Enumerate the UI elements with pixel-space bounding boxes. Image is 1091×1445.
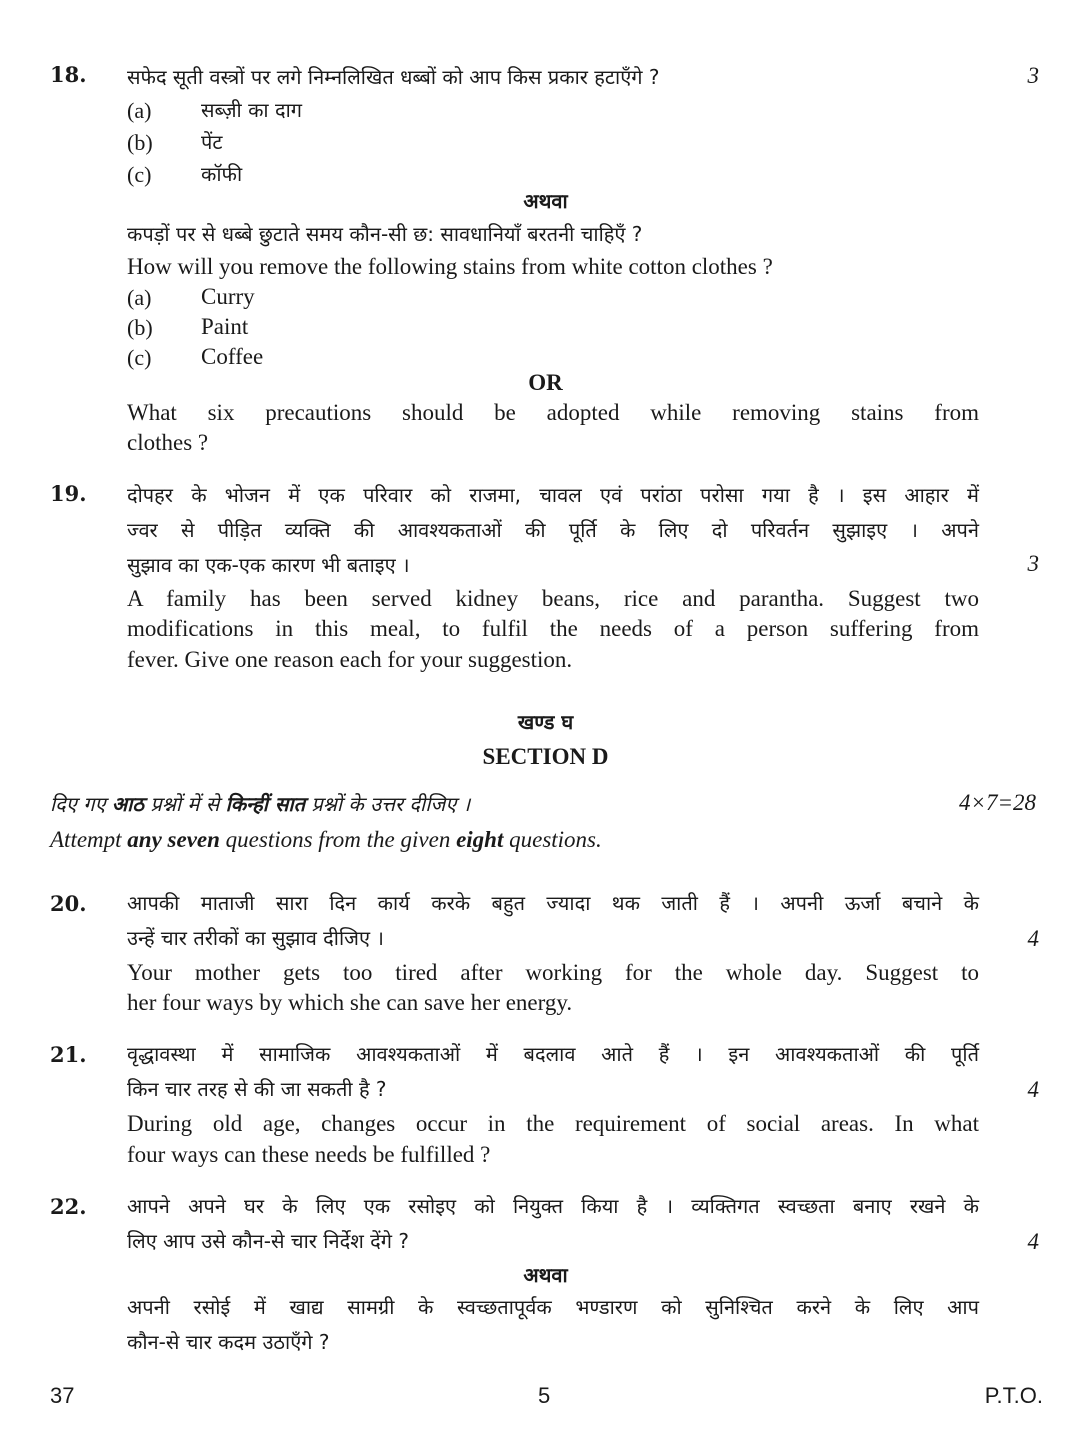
question-number: 18. — [50, 62, 87, 87]
marks: 4 — [1027, 926, 1039, 951]
section-instruction-hindi: दिए गए आठ प्रश्नों में से किन्हीं सात प्रश्नों के उत्तर दीजिए । — [50, 792, 471, 816]
question-number: 20. — [50, 891, 87, 916]
section-marks: 4×7=28 — [958, 790, 1036, 815]
option-text: Curry — [201, 284, 255, 309]
option-letter: (b) — [127, 130, 153, 155]
question-text-hindi: वृद्धावस्था में सामाजिक आवश्यकताओं में बदलाव आते हैं । इन आवश्यकताओं की पूर्ति — [127, 1042, 979, 1066]
question-text-hindi: सफेद सूती वस्त्रों पर लगे निम्नलिखित धब्बों को आप किस प्रकार हटाएँगे ? — [127, 65, 660, 89]
question-text-english: During old age, changes occur in the requirement of social areas. In what — [127, 1111, 979, 1136]
option-text: Coffee — [201, 344, 264, 369]
option-letter: (b) — [127, 315, 153, 340]
question-text-hindi: दोपहर के भोजन में एक परिवार को राजमा, चावल एवं परांठा परोसा गया है । इस आहार में — [127, 483, 979, 507]
option-text: पेंट — [201, 130, 223, 154]
option-letter: (a) — [127, 285, 152, 310]
alternate-question-english: clothes ? — [127, 430, 209, 455]
page-number: 5 — [538, 1383, 551, 1408]
section-instruction-english: Attempt any seven questions from the given eight questions. — [50, 827, 602, 852]
option-text: कॉफी — [201, 162, 243, 186]
marks: 4 — [1027, 1077, 1039, 1102]
section-title-hindi: खण्ड घ — [517, 710, 574, 734]
marks: 3 — [1027, 551, 1039, 576]
question-text-english: four ways can these needs be fulfilled ? — [127, 1142, 491, 1167]
question-text-hindi: ज्वर से पीड़ित व्यक्ति की आवश्यकताओं की पूर्ति के लिए दो परिवर्तन सुझाइए । अपने — [127, 518, 979, 542]
question-text-english: Your mother gets too tired after working for the whole day. Suggest to — [127, 960, 979, 985]
option-letter: (a) — [127, 98, 152, 123]
question-number: 19. — [50, 481, 87, 506]
alternate-question-hindi: अपनी रसोई में खाद्य सामग्री के स्वच्छतापूर्वक भण्डारण को सुनिश्चित करने के लिए आप — [127, 1295, 979, 1319]
question-number: 21. — [50, 1042, 87, 1067]
question-text-english: A family has been served kidney beans, rice and parantha. Suggest two — [127, 586, 979, 611]
option-text: Paint — [201, 314, 249, 339]
question-text-hindi: लिए आप उसे कौन-से चार निर्देश देंगे ? — [127, 1229, 410, 1253]
question-text-english: her four ways by which she can save her energy. — [127, 990, 573, 1015]
section-title-english: SECTION D — [482, 744, 609, 769]
marks: 3 — [1027, 63, 1039, 88]
question-text-hindi: किन चार तरह से की जा सकती है ? — [127, 1077, 387, 1101]
option-letter: (c) — [127, 345, 152, 370]
pto-label: P.T.O. — [984, 1383, 1043, 1408]
or-divider-hindi: अथवा — [523, 1263, 568, 1287]
alternate-question-hindi: कौन-से चार कदम उठाएँगे ? — [127, 1330, 330, 1354]
question-number: 22. — [50, 1194, 87, 1219]
question-text-hindi: आपने अपने घर के लिए एक रसोइए को नियुक्त किया है । व्यक्तिगत स्वच्छता बनाए रखने के — [127, 1194, 979, 1218]
or-divider-english: OR — [528, 370, 563, 395]
or-divider-hindi: अथवा — [523, 189, 568, 213]
option-text: सब्ज़ी का दाग — [201, 98, 303, 122]
question-text-english: How will you remove the following stains from white cotton clothes ? — [127, 254, 773, 279]
question-text-english: modifications in this meal, to fulfil the needs of a person suffering from — [127, 616, 979, 641]
question-text-english: fever. Give one reason each for your suggestion. — [127, 647, 573, 672]
question-text-hindi: सुझाव का एक-एक कारण भी बताइए । — [127, 553, 410, 577]
option-letter: (c) — [127, 162, 152, 187]
question-text-hindi: उन्हें चार तरीकों का सुझाव दीजिए । — [127, 926, 385, 950]
paper-code: 37 — [50, 1383, 75, 1408]
question-text-hindi: आपकी माताजी सारा दिन कार्य करके बहुत ज्यादा थक जाती हैं । अपनी ऊर्जा बचाने के — [127, 891, 979, 915]
alternate-question-hindi: कपड़ों पर से धब्बे छुटाते समय कौन-सी छ: सावधानियाँ बरतनी चाहिएँ ? — [127, 222, 643, 246]
marks: 4 — [1027, 1229, 1039, 1254]
alternate-question-english: What six precautions should be adopted while removing stains from — [127, 400, 979, 425]
